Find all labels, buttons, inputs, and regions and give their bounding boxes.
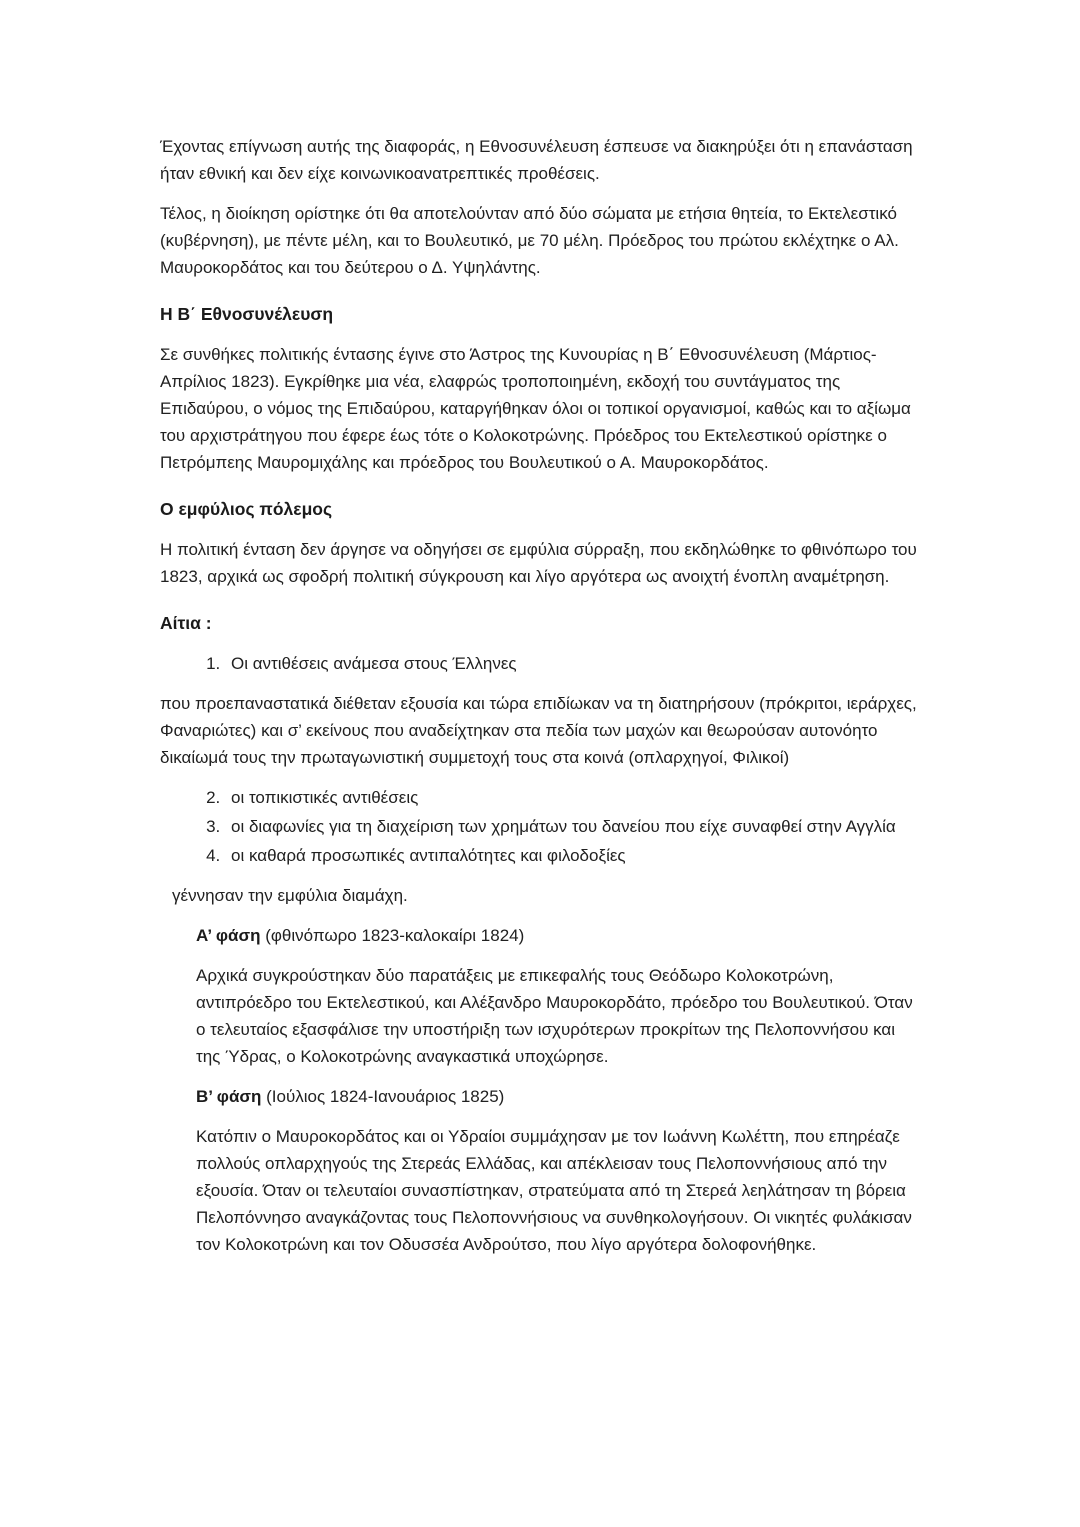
phases-section (196, 922, 922, 1258)
paragraph-causes-conclusion: γέννησαν την εμφύλια διαμάχη. (172, 886, 408, 905)
heading-second-national-assembly: Η Β΄ Εθνοσυνέλευση (160, 304, 334, 324)
list-item-cause-4: 4. οι καθαρά προσωπικές αντιπαλότητες και φιλοδοξίες (225, 842, 922, 869)
heading-phase-a (196, 922, 922, 949)
phase-a-dates: (φθινόπωρο 1823-καλοκαίρι 1824) (260, 926, 525, 945)
causes-list-first (160, 650, 922, 677)
list-item-cause-2: 2. οι τοπικιστικές αντιθέσεις (225, 784, 922, 811)
paragraph-phase-b: Κατόπιν ο Μαυροκορδάτος και οι Υδραίοι συμμάχησαν με τον Ιωάννη Κωλέττη, που επηρέαζε πολλούς οπλαρχηγούς της Στερεάς Ελλάδας, και απέκλεισαν τους Πελοποννήσιους από την εξουσία. Όταν οι τελευταίοι συνασπίστηκαν, στρατεύματα από τη Στερεά λεηλάτησαν τη βόρεια Πελοπόννησο αναγκάζοντας τους Πελοποννήσιους να συνθηκολογήσουν. Οι νικητές φυλάκισαν τον Κολοκοτρώνη και τον Οδυσσέα Ανδρούτσο, που λίγο αργότερα δολοφονήθηκε. (196, 1127, 912, 1254)
paragraph-administration: Τέλος, η διοίκηση ορίστηκε ότι θα αποτελούνταν από δύο σώματα με ετήσια θητεία, το Εκτελεστικό (κυβέρνηση), με πέντε μέλη, και το Βουλευτικό, με 70 μέλη. Πρόεδρος του πρώτου εκλέχτηκε ο Αλ. Μαυροκορδάτος και του δεύτερου ο Δ. Υψηλάντης. (160, 204, 899, 277)
list-item-cause-1: 1. Οι αντιθέσεις ανάμεσα στους Έλληνες (225, 650, 922, 677)
phase-b-label: Β’ φάση (196, 1087, 262, 1106)
phase-a-label: Α’ φάση (196, 926, 261, 945)
causes-list-rest (160, 784, 922, 869)
heading-causes: Αίτια : (160, 613, 212, 633)
heading-civil-war: Ο εμφύλιος πόλεμος (160, 499, 333, 519)
document-body (160, 133, 922, 1258)
paragraph-phase-a: Αρχικά συγκρούστηκαν δύο παρατάξεις με επικεφαλής τους Θεόδωρο Κολοκοτρώνη, αντιπρόεδρο του Εκτελεστικού, και Αλέξανδρο Μαυροκορδάτο, πρόεδρο του Βουλευτικού. Όταν ο τελευταίος εξασφάλισε την υποστήριξη των ισχυρότερων προκρίτων της Πελοποννήσου και της Ύδρας, ο Κολοκοτρώνης αναγκαστικά υποχώρησε. (196, 966, 913, 1066)
list-item-cause-3: 3. οι διαφωνίες για τη διαχείριση των χρημάτων του δανείου που είχε συναφθεί στην Αγγλία (225, 813, 922, 840)
heading-phase-b (196, 1083, 922, 1110)
phase-b-dates: (Ιούλιος 1824-Ιανουάριος 1825) (261, 1087, 505, 1106)
paragraph-civil-war-intro: Η πολιτική ένταση δεν άργησε να οδηγήσει σε εμφύλια σύρραξη, που εκδηλώθηκε το φθινόπωρο του 1823, αρχικά ως σφοδρή πολιτική σύγκρουση και λίγο αργότερα ως ανοιχτή ένοπλη αναμέτρηση. (160, 540, 917, 586)
paragraph-declaration: Έχοντας επίγνωση αυτής της διαφοράς, η Εθνοσυνέλευση έσπευσε να διακηρύξει ότι η επανάσταση ήταν εθνική και δεν είχε κοινωνικοανατρεπτικές προθέσεις. (160, 137, 913, 183)
paragraph-astros-assembly: Σε συνθήκες πολιτικής έντασης έγινε στο Άστρος της Κυνουρίας η Β΄ Εθνοσυνέλευση (Μάρτιος-Απρίλιος 1823). Εγκρίθηκε μια νέα, ελαφρώς τροποποιημένη, εκδοχή του συντάγματος της Επιδαύρου, ο νόμος της Επιδαύρου, καταργήθηκαν όλοι οι τοπικοί οργανισμοί, καθώς και το αξίωμα του αρχιστράτηγου που έφερε έως τότε ο Κολοκοτρώνης. Πρόεδρος του Εκτελεστικού ορίστηκε ο Πετρόμπεης Μαυρομιχάλης και πρόεδρος του Βουλευτικού ο Α. Μαυροκορδάτος. (160, 345, 911, 472)
paragraph-cause-1-detail: που προεπαναστατικά διέθεταν εξουσία και τώρα επιδίωκαν να τη διατηρήσουν (πρόκριτοι, ιεράρχες, Φαναριώτες) και σ’ εκείνους που αναδείχτηκαν στα πεδία των μαχών και θεωρούσαν αυτονόητο δικαίωμά τους την πρωταγωνιστική συμμετοχή τους στα κοινά (οπλαρχηγοί, Φιλικοί) (160, 694, 917, 767)
